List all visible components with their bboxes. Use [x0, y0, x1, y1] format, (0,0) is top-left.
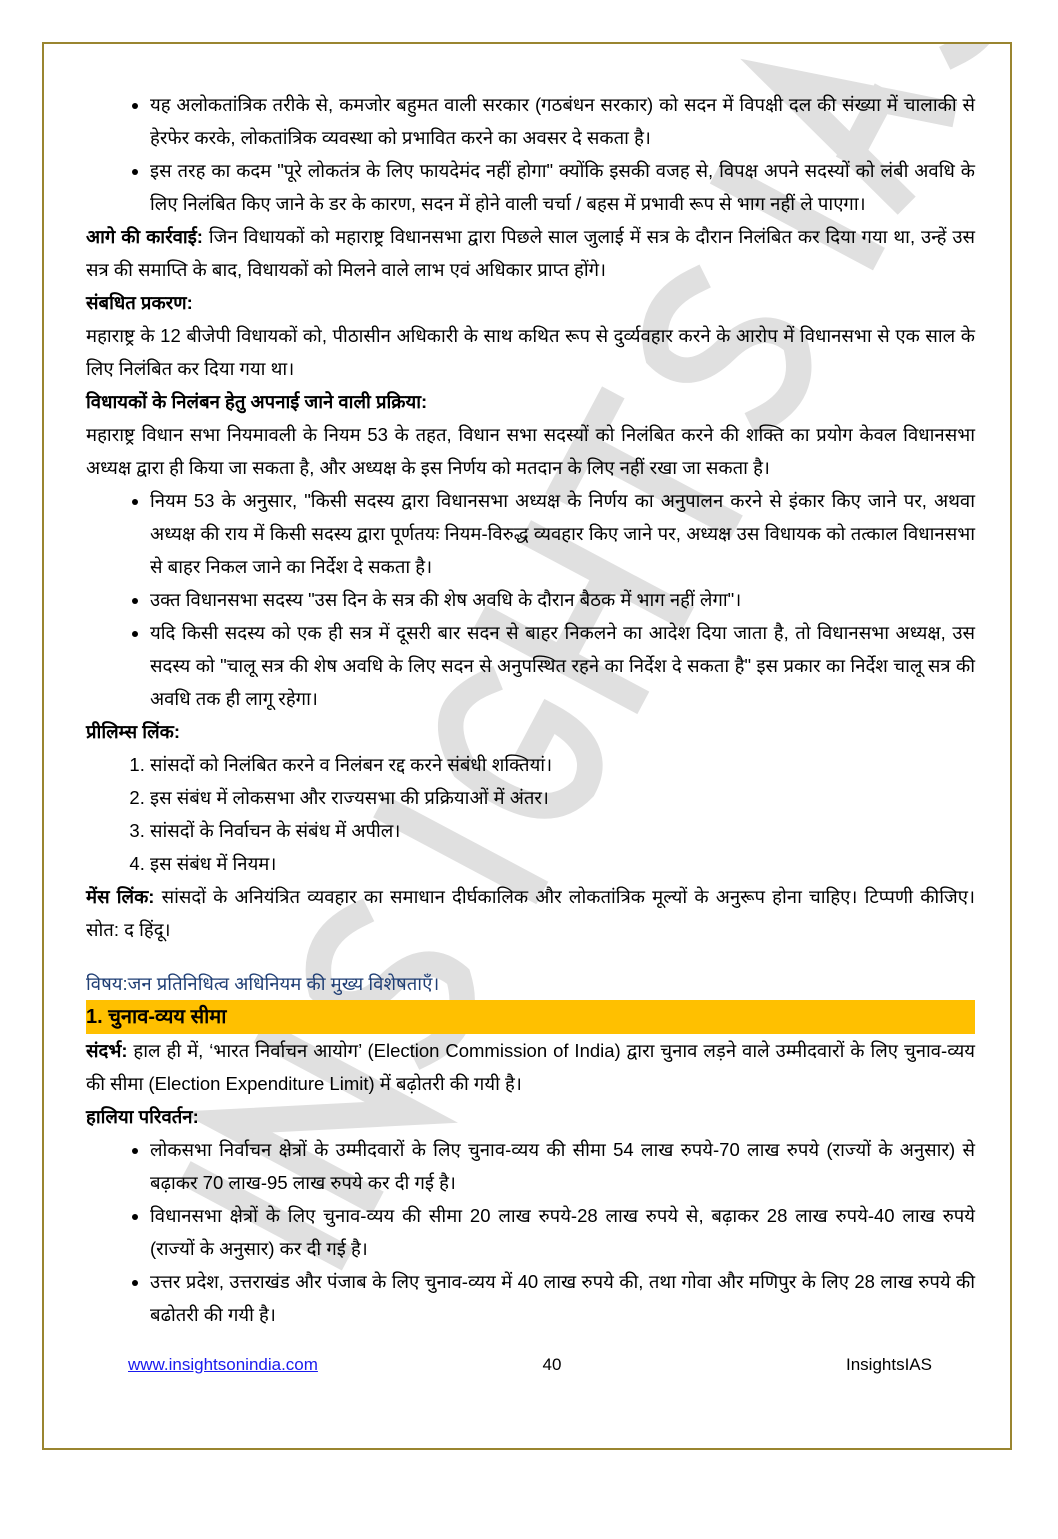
list-item: 4. इस संबंध में नियम। [150, 847, 975, 880]
list-item: • विधानसभा क्षेत्रों के लिए चुनाव-व्यय की सीमा 20 लाख रुपये-28 लाख रुपये से, बढ़ाकर 28 लाख रुपये-40 लाख रुपये (राज्यों के अनुसार) कर दी गई है। [150, 1199, 975, 1265]
list-item: • उत्तर प्रदेश, उत्तराखंड और पंजाब के लिए चुनाव-व्यय में 40 लाख रुपये की, तथा गोवा और मणिपुर के लिए 28 लाख रुपये की बढोतरी की गयी है। [150, 1265, 975, 1331]
bullet-list [86, 484, 975, 715]
list-item: • यह अलोकतांत्रिक तरीके से, कमजोर बहुमत वाली सरकार (गठबंधन सरकार) को सदन में विपक्षी दल की संख्या में चालाकी से हेरफेर करके, लोकतांत्रिक व्यवस्था को प्रभावित करने का अवसर दे सकता है। [150, 88, 975, 154]
context-paragraph [86, 1034, 975, 1100]
watermark-letter [833, 44, 1010, 59]
footer-brand: InsightsIAS [846, 1355, 932, 1374]
list-item: • उक्त विधानसभा सदस्य "उस दिन के सत्र की शेष अवधि के दौरान बैठक में भाग नहीं लेगा"। [150, 583, 975, 616]
list-item: • इस तरह का कदम "पूरे लोकतंत्र के लिए फायदेमंद नहीं होगा" क्योंकि इसकी वजह से, विपक्ष अपने सदस्यों को लंबी अवधि के लिए निलंबित किए जाने के डर के कारण, सदन में होने वाली चर्चा / बहस में प्रभावी रूप से भाग नहीं ले पाएगा। [150, 154, 975, 220]
procedure-heading: विधायकों के निलंबन हेतु अपनाई जाने वाली प्रक्रिया: [86, 391, 428, 412]
mains-paragraph [86, 880, 975, 946]
bullet-list [86, 1133, 975, 1331]
context-label: संदर्भ: [86, 1040, 128, 1061]
related-text: महाराष्ट्र के 12 बीजेपी विधायकों को, पीठासीन अधिकारी के साथ कथित रूप से दुर्व्यवहार करने के आरोप में विधानसभा से एक साल के लिए निलंबित कर दिया गया था। [86, 325, 975, 379]
mains-label: मेंस लिंक: [86, 886, 155, 907]
context-text: हाल ही में, ‘भारत निर्वाचन आयोग’ (Election Commission of India) द्वारा चुनाव लड़ने वाले उम्मीदवारों के लिए चुनाव-व्यय की सीमा (Election Expenditure Limit) में बढ़ोतरी की गयी है। [86, 1040, 975, 1094]
section-title: 1. चुनाव-व्यय सीमा [86, 1000, 975, 1034]
recent-heading: हालिया परिवर्तन: [86, 1106, 199, 1127]
page-footer [128, 1353, 932, 1377]
list-item: • यदि किसी सदस्य को एक ही सत्र में दूसरी बार सदन से बाहर निकलने का आदेश दिया जाता है, तो विधानसभा अध्यक्ष, उस सदस्य को "चालू सत्र की शेष अवधि के लिए सदन से अनुपस्थित रहने का निर्देश दे सकता है" इस प्रकार का निर्देश चालू सत्र की अवधि तक ही लागू रहेगा। [150, 616, 975, 715]
next-action-text: जिन विधायकों को महाराष्ट्र विधानसभा द्वारा पिछले साल जुलाई में सत्र के दौरान निलंबित कर दिया गया था, उन्हें उस सत्र की समाप्ति के बाद, विधायकों को मिलने वाले लाभ एवं अधिकार प्राप्त होंगे। [86, 226, 975, 280]
procedure-text: महाराष्ट्र विधान सभा नियमावली के नियम 53 के तहत, विधान सभा सदस्यों को निलंबित करने की शक्ति का प्रयोग केवल विधानसभा अध्यक्ष द्वारा ही किया जा सकता है, और अध्यक्ष के इस निर्णय को मतदान के लिए नहीं रखा जा सकता है। [86, 424, 975, 478]
topic-heading: विषय:जन प्रतिनिधित्व अधिनियम की मुख्य विशेषताएँ। [86, 973, 440, 994]
next-action-label: आगे की कार्रवाई: [86, 226, 203, 247]
page-border [42, 42, 1012, 1450]
bullet-list [86, 88, 975, 220]
list-item: 2. इस संबंध में लोकसभा और राज्यसभा की प्रक्रियाओं में अंतर। [150, 781, 975, 814]
document-body [86, 88, 975, 1331]
next-action-paragraph [86, 220, 975, 286]
mains-text: सांसदों के अनियंत्रित व्यवहार का समाधान दीर्घकालिक और लोकतांत्रिक मूल्यों के अनुरूप होना चाहिए। टिप्पणी कीजिए। सोत: द हिंदू। [86, 886, 975, 940]
numbered-list [86, 748, 975, 880]
list-item: 1. सांसदों को निलंबित करने व निलंबन रद्द करने संबंधी शक्तियां। [150, 748, 975, 781]
list-item: • लोकसभा निर्वाचन क्षेत्रों के उम्मीदवारों के लिए चुनाव-व्यय की सीमा 54 लाख रुपये-70 लाख रुपये (राज्यों के अनुसार) से बढ़ाकर 70 लाख-95 लाख रुपये कर दी गई है। [150, 1133, 975, 1199]
page-number: 40 [542, 1355, 562, 1374]
prelims-heading: प्रीलिम्स लिंक: [86, 721, 181, 742]
related-heading: संबधित प्रकरण: [86, 292, 193, 313]
list-item: • नियम 53 के अनुसार, "किसी सदस्य द्वारा विधानसभा अध्यक्ष के निर्णय का अनुपालन करने से इंकार किए जाने पर, अथवा अध्यक्ष की राय में किसी सदस्य द्वारा पूर्णतयः नियम-विरुद्ध व्यवहार किए जाने पर, अध्यक्ष उस विधायक को तत्काल विधानसभा से बाहर निकल जाने का निर्देश दे सकता है। [150, 484, 975, 583]
list-item: 3. सांसदों के निर्वाचन के संबंध में अपील। [150, 814, 975, 847]
website-link[interactable]: www.insightsonindia.com [128, 1355, 318, 1374]
